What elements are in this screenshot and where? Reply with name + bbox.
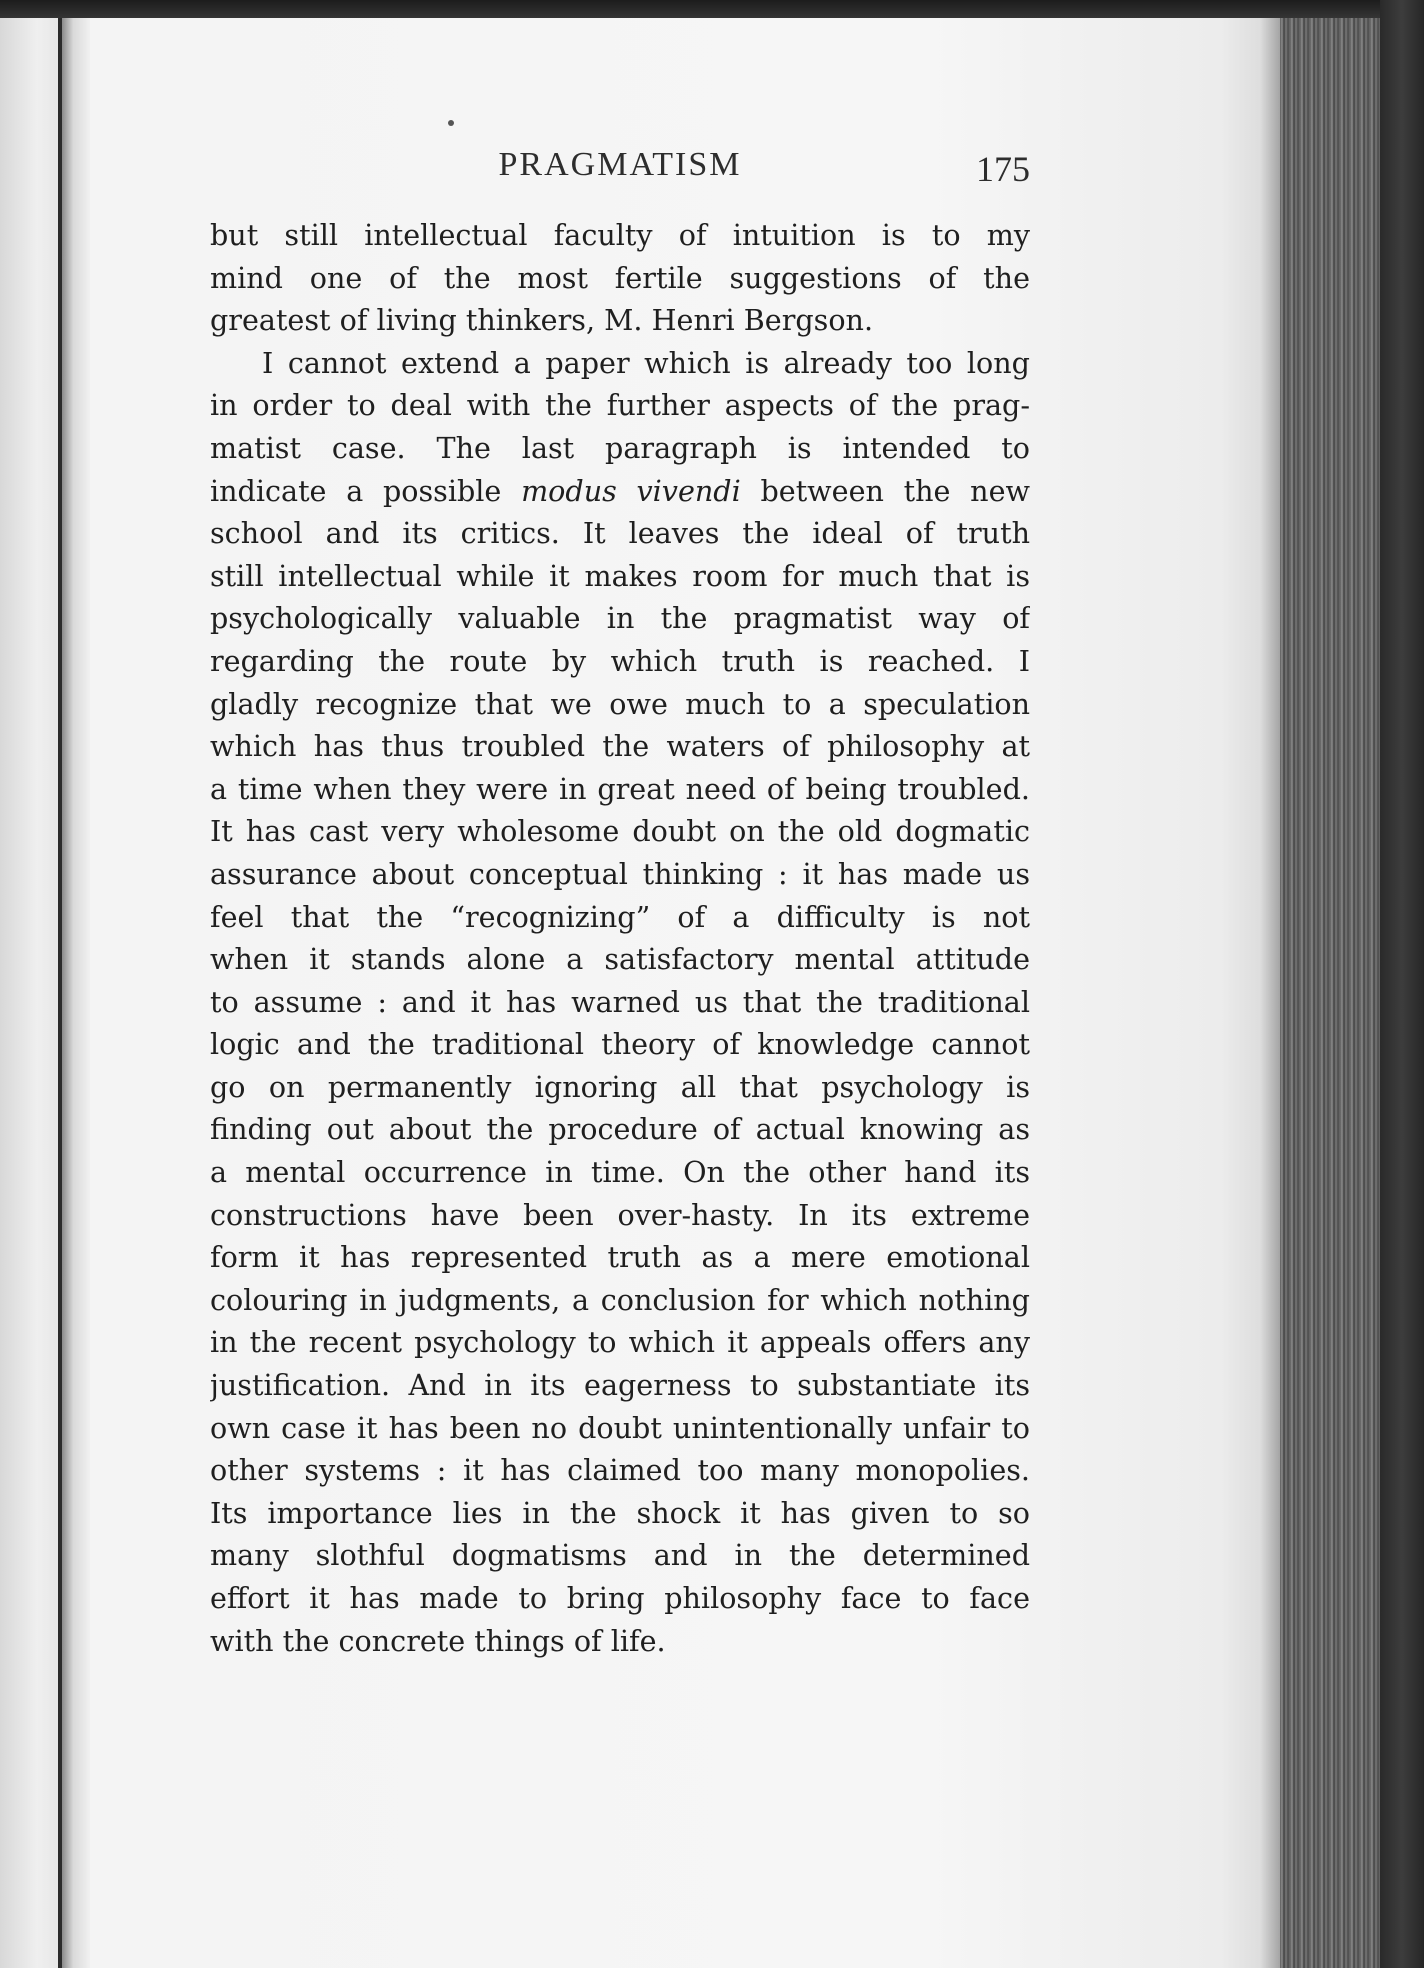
text-line: in order to deal with the further aspects of the prag-: [210, 388, 1030, 423]
text-line: logic and the traditional theory of knowledge cannot: [210, 1027, 1030, 1062]
text-line: go on permanently ignoring all that psychology is: [210, 1069, 1030, 1104]
page-number: 175: [976, 149, 1030, 189]
text-fragment: between the new: [760, 473, 1030, 508]
text-line: psychologically valuable in the pragmatist way of: [210, 601, 1030, 636]
previous-page-edge: [0, 18, 62, 1968]
text-line: assurance about conceptual thinking : it has made us: [210, 856, 1030, 891]
text-line: to assume : and it has warned us that the traditional: [210, 984, 1030, 1019]
text-line: when it stands alone a satisfactory mental attitude: [210, 942, 1030, 977]
book-cover-edge: [1380, 0, 1424, 1968]
text-line: school and its critics. It leaves the ideal of truth: [210, 516, 1030, 551]
paper-speck: [448, 120, 454, 126]
text-line: feel that the “recognizing” of a difficulty is not: [210, 899, 1030, 934]
text-line: many slothful dogmatisms and in the determined: [210, 1538, 1030, 1573]
text-line: with the concrete things of life.: [210, 1623, 666, 1658]
text-line: I cannot extend a paper which is already too long: [262, 345, 1030, 380]
body-text: [210, 214, 1030, 1662]
text-line: justification. And in its eagerness to substantiate its: [210, 1368, 1030, 1403]
running-head: [210, 146, 1030, 196]
text-line: which has thus troubled the waters of philosophy at: [210, 729, 1030, 764]
text-line: regarding the route by which truth is reached. I: [210, 643, 1030, 678]
text-line: own case it has been no doubt unintentionally unfair to: [210, 1410, 1030, 1445]
text-line: a time when they were in great need of being troubled.: [210, 771, 1030, 806]
text-line: matist case. The last paragraph is intended to: [210, 430, 1030, 465]
book-gutter: [62, 18, 90, 1968]
text-line: other systems : it has claimed too many monopolies.: [210, 1453, 1030, 1488]
text-line: in the recent psychology to which it appeals offers any: [210, 1325, 1030, 1360]
text-line: form it has represented truth as a mere emotional: [210, 1240, 1030, 1275]
text-line: still intellectual while it makes room for much that is: [210, 558, 1030, 593]
text-line: finding out about the procedure of actual knowing as: [210, 1112, 1030, 1147]
text-line: effort it has made to bring philosophy face to face: [210, 1581, 1030, 1615]
text-line: but still intellectual faculty of intuition is to my: [210, 218, 1030, 252]
text-fragment: indicate a possible: [210, 473, 502, 508]
text-line: greatest of living thinkers, M. Henri Bergson.: [210, 303, 874, 338]
page-edge-stack: [1280, 18, 1380, 1968]
text-line-mixed: [210, 470, 1030, 513]
italic-phrase: modus vivendi: [521, 473, 741, 508]
text-line: a mental occurrence in time. On the other hand its: [210, 1155, 1030, 1190]
running-head-title: PRAGMATISM: [498, 146, 742, 183]
text-line: mind one of the most fertile suggestions of the: [210, 260, 1030, 295]
text-line: constructions have been over-hasty. In its extreme: [210, 1197, 1030, 1232]
text-line: Its importance lies in the shock it has given to so: [210, 1495, 1030, 1530]
text-line: It has cast very wholesome doubt on the old dogmatic: [210, 814, 1030, 849]
text-line: gladly recognize that we owe much to a speculation: [210, 686, 1030, 721]
text-line: colouring in judgments, a conclusion for which nothing: [210, 1282, 1030, 1317]
